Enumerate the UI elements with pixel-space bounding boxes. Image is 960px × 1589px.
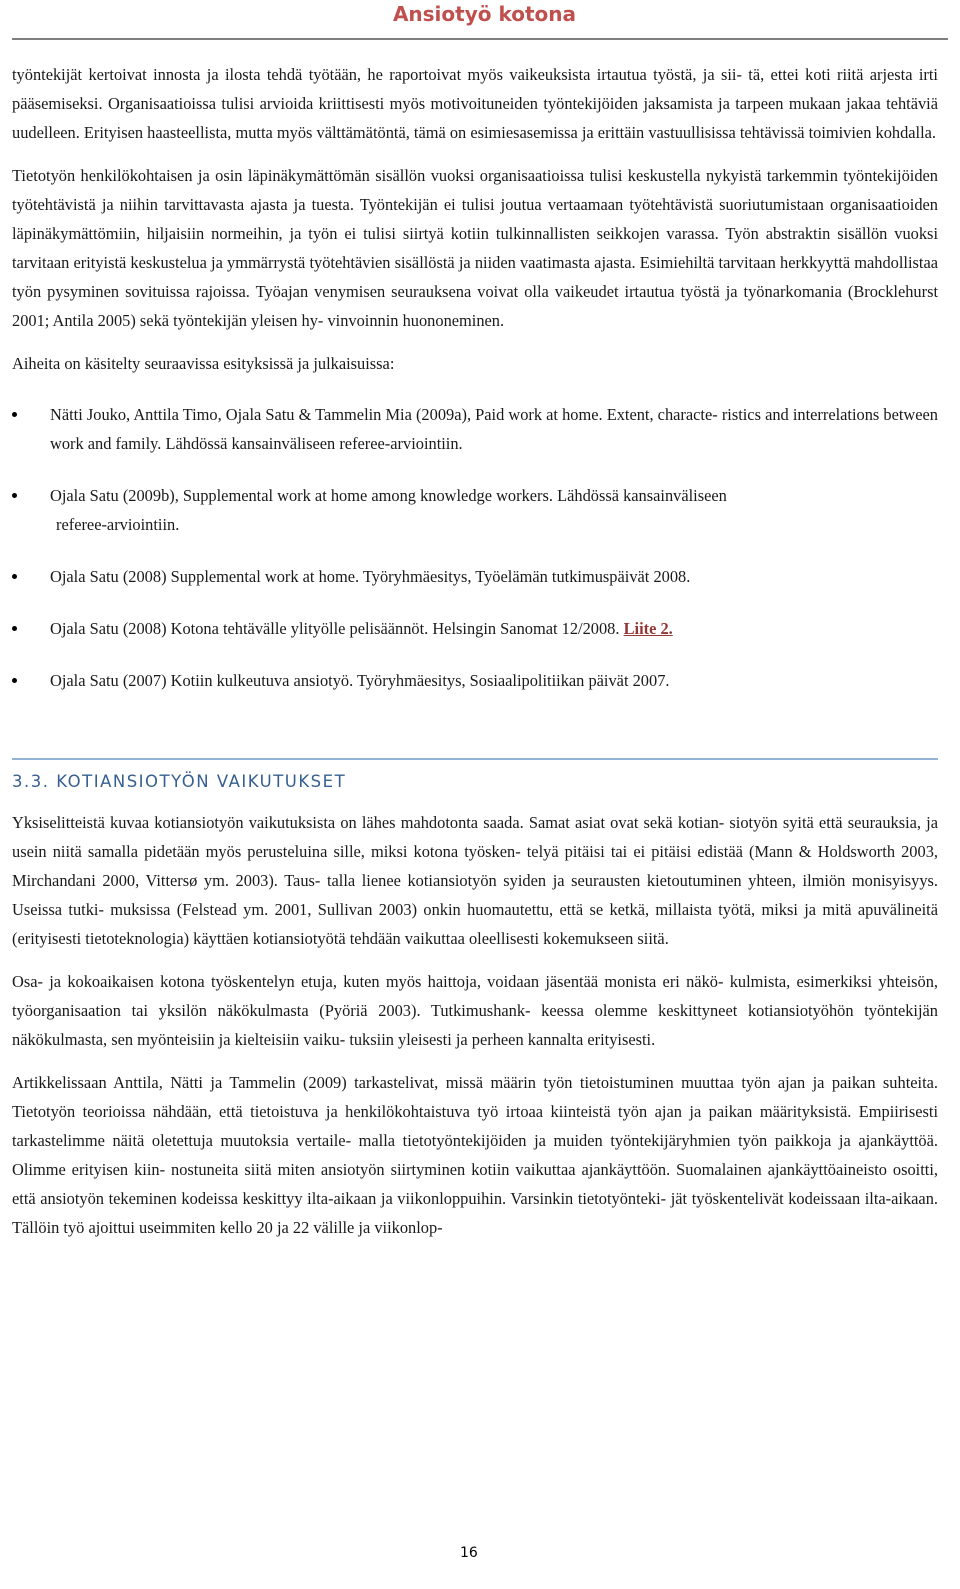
list-item-text: Ojala Satu (2009b), Supplemental work at home among knowledge workers. Lähdössä kansainväliseen	[50, 486, 727, 505]
list-item-text: Ojala Satu (2008) Kotona tehtävälle ylityölle pelisäännöt. Helsingin Sanomat 12/2008.	[50, 619, 620, 638]
section-heading: 3.3. KOTIANSIOTYÖN VAIKUTUKSET	[12, 758, 938, 794]
bullet-icon	[12, 493, 17, 498]
bullet-icon	[12, 574, 17, 579]
header-divider	[12, 38, 948, 40]
publication-list	[12, 400, 938, 695]
list-item-text: Nätti Jouko, Anttila Timo, Ojala Satu & Tammelin Mia (2009a), Paid work at home. Extent, characte- ristics and interrelations between work and family. Lähdössä kansainväliseen referee-arviointiin.	[50, 405, 939, 453]
list-item	[12, 666, 938, 695]
list-item	[12, 562, 938, 591]
bullet-icon	[12, 412, 17, 417]
page-number: 16	[460, 1545, 478, 1561]
appendix-link[interactable]: Liite 2.	[623, 619, 673, 638]
list-item	[12, 400, 938, 458]
paragraph: Aiheita on käsitelty seuraavissa esityksissä ja julkaisuissa:	[12, 354, 395, 373]
list-item-text: Ojala Satu (2008) Supplemental work at home. Työryhmäesitys, Työelämän tutkimuspäivät 2008.	[50, 567, 691, 586]
bullet-icon	[12, 678, 17, 683]
running-header-title: Ansiotyö kotona	[392, 2, 576, 26]
page-content	[12, 60, 938, 1256]
bullet-icon	[12, 626, 17, 631]
paragraph: Artikkelissaan Anttila, Nätti ja Tammelin (2009) tarkastelivat, missä määrin työn tietoistuminen muuttaa työn ajan ja paikan suhteita. Tietotyön teorioissa nähdään, että tietoistuva ja henkilökohtaistuva työ irtoaa kiinteistä työn ajan ja paikan määrityksistä. Empiirisesti tarkastelimme näitä oletettuja muutoksia vertaile- malla tietotyöntekijöiden ja muiden työntekijäryhmien työn paikkoja ja ajankäyttöä. Olimme erityisen kiin- nostuneita siitä miten ansiotyön siirtyminen kotiin vaikuttaa ajankäyttöön. Suomalainen ajankäyttöaineisto osoitti, että ansiotyön tekeminen kodeissa keskittyy ilta-aikaan ja viikonloppuihin. Varsinkin tietotyönteki- jät työskentelivät kodeissaan ilta-aikaan. Tällöin työ ajoittui useimmiten kello 20 ja 22 välille ja viikonlop-	[12, 1073, 938, 1237]
list-item	[12, 614, 938, 643]
paragraph: Osa- ja kokoaikaisen kotona työskentelyn etuja, kuten myös haittoja, voidaan jäsentää monista eri näkö- kulmista, esimerkiksi yhteisön, työorganisaation tai yksilön näkökulmasta (Pyöriä 2003). Tutkimushank- keessa olemme keskittyneet kotiansiotyöhön työntekijän näkökulmasta, sen myönteisiin ja kielteisiin vaiku- tuksiin yleisesti ja perheen kannalta erityisesti.	[12, 972, 938, 1049]
paragraph: työntekijät kertoivat innosta ja ilosta tehdä työtään, he raportoivat myös vaikeuksista irtautua työstä, ja sii- tä, ettei koti riitä arjesta irti pääsemiseksi. Organisaatioissa tulisi arvioida kriittisesti myös motivoituneiden työntekijöiden jaksamista ja tarpeen mukaan jakaa tehtäviä uudelleen. Erityisen haasteellista, mutta myös välttämätöntä, tämä on esimiesasemissa ja erittäin vastuullisissa tehtävissä toimivien kohdalla.	[12, 65, 938, 142]
paragraph: Yksiselitteistä kuvaa kotiansiotyön vaikutuksista on lähes mahdotonta saada. Samat asiat ovat sekä kotian- siotyön syitä että seurauksia, ja usein niitä samalla pidetään myös perusteluina sille, miksi kotona työsken- telyä pitäisi tai ei pitäisi edistää (Mann & Holdsworth 2003, Mirchandani 2000, Vittersø ym. 2003). Taus- talla lienee kotiansiotyön syiden ja seurausten kietoutuminen yhteen, ilmiön monisyisyys. Useissa tutki- muksissa (Felstead ym. 2001, Sullivan 2003) onkin huomautettu, että se ketkä, millaista työtä, miksi ja mitä apuvälineitä (erityisesti tietoteknologia) käyttäen kotiansiotyötä tehdään vaikuttaa oleellisesti kokemukseen siitä.	[12, 813, 938, 948]
list-item	[12, 481, 938, 539]
list-item-text: Ojala Satu (2007) Kotiin kulkeutuva ansiotyö. Työryhmäesitys, Sosiaalipolitiikan päivät 2007.	[50, 671, 670, 690]
list-item-text-continued: referee-arviointiin.	[56, 515, 180, 534]
paragraph: Tietotyön henkilökohtaisen ja osin läpinäkymättömän sisällön vuoksi organisaatioissa tulisi keskustella nykyistä tarkemmin työntekijöiden työtehtävistä ja niihin tarvittavasta ajasta ja tuesta. Työntekijän ei tulisi joutua vertaamaan työtehtävistä suoriutumistaan organisaatioiden läpinäkymättömiin, hiljaisiin normeihin, ja työn ei tulisi siirtyä kotiin tulkinnallisten seikkojen varassa. Työn abstraktin sisällön vuoksi tarvitaan erityistä keskustelua ja ymmärrystä työtehtävien sisällöstä ja niiden vaatimasta ajasta. Esimiehiltä tarvitaan herkkyyttä mahdollistaa työn pysyminen sovituissa rajoissa. Työajan venymisen seurauksena voivat olla vaikeudet irtautua työstä ja työnarkomania (Brocklehurst 2001; Antila 2005) sekä työntekijän yleisen hy- vinvoinnin huononeminen.	[12, 166, 938, 330]
